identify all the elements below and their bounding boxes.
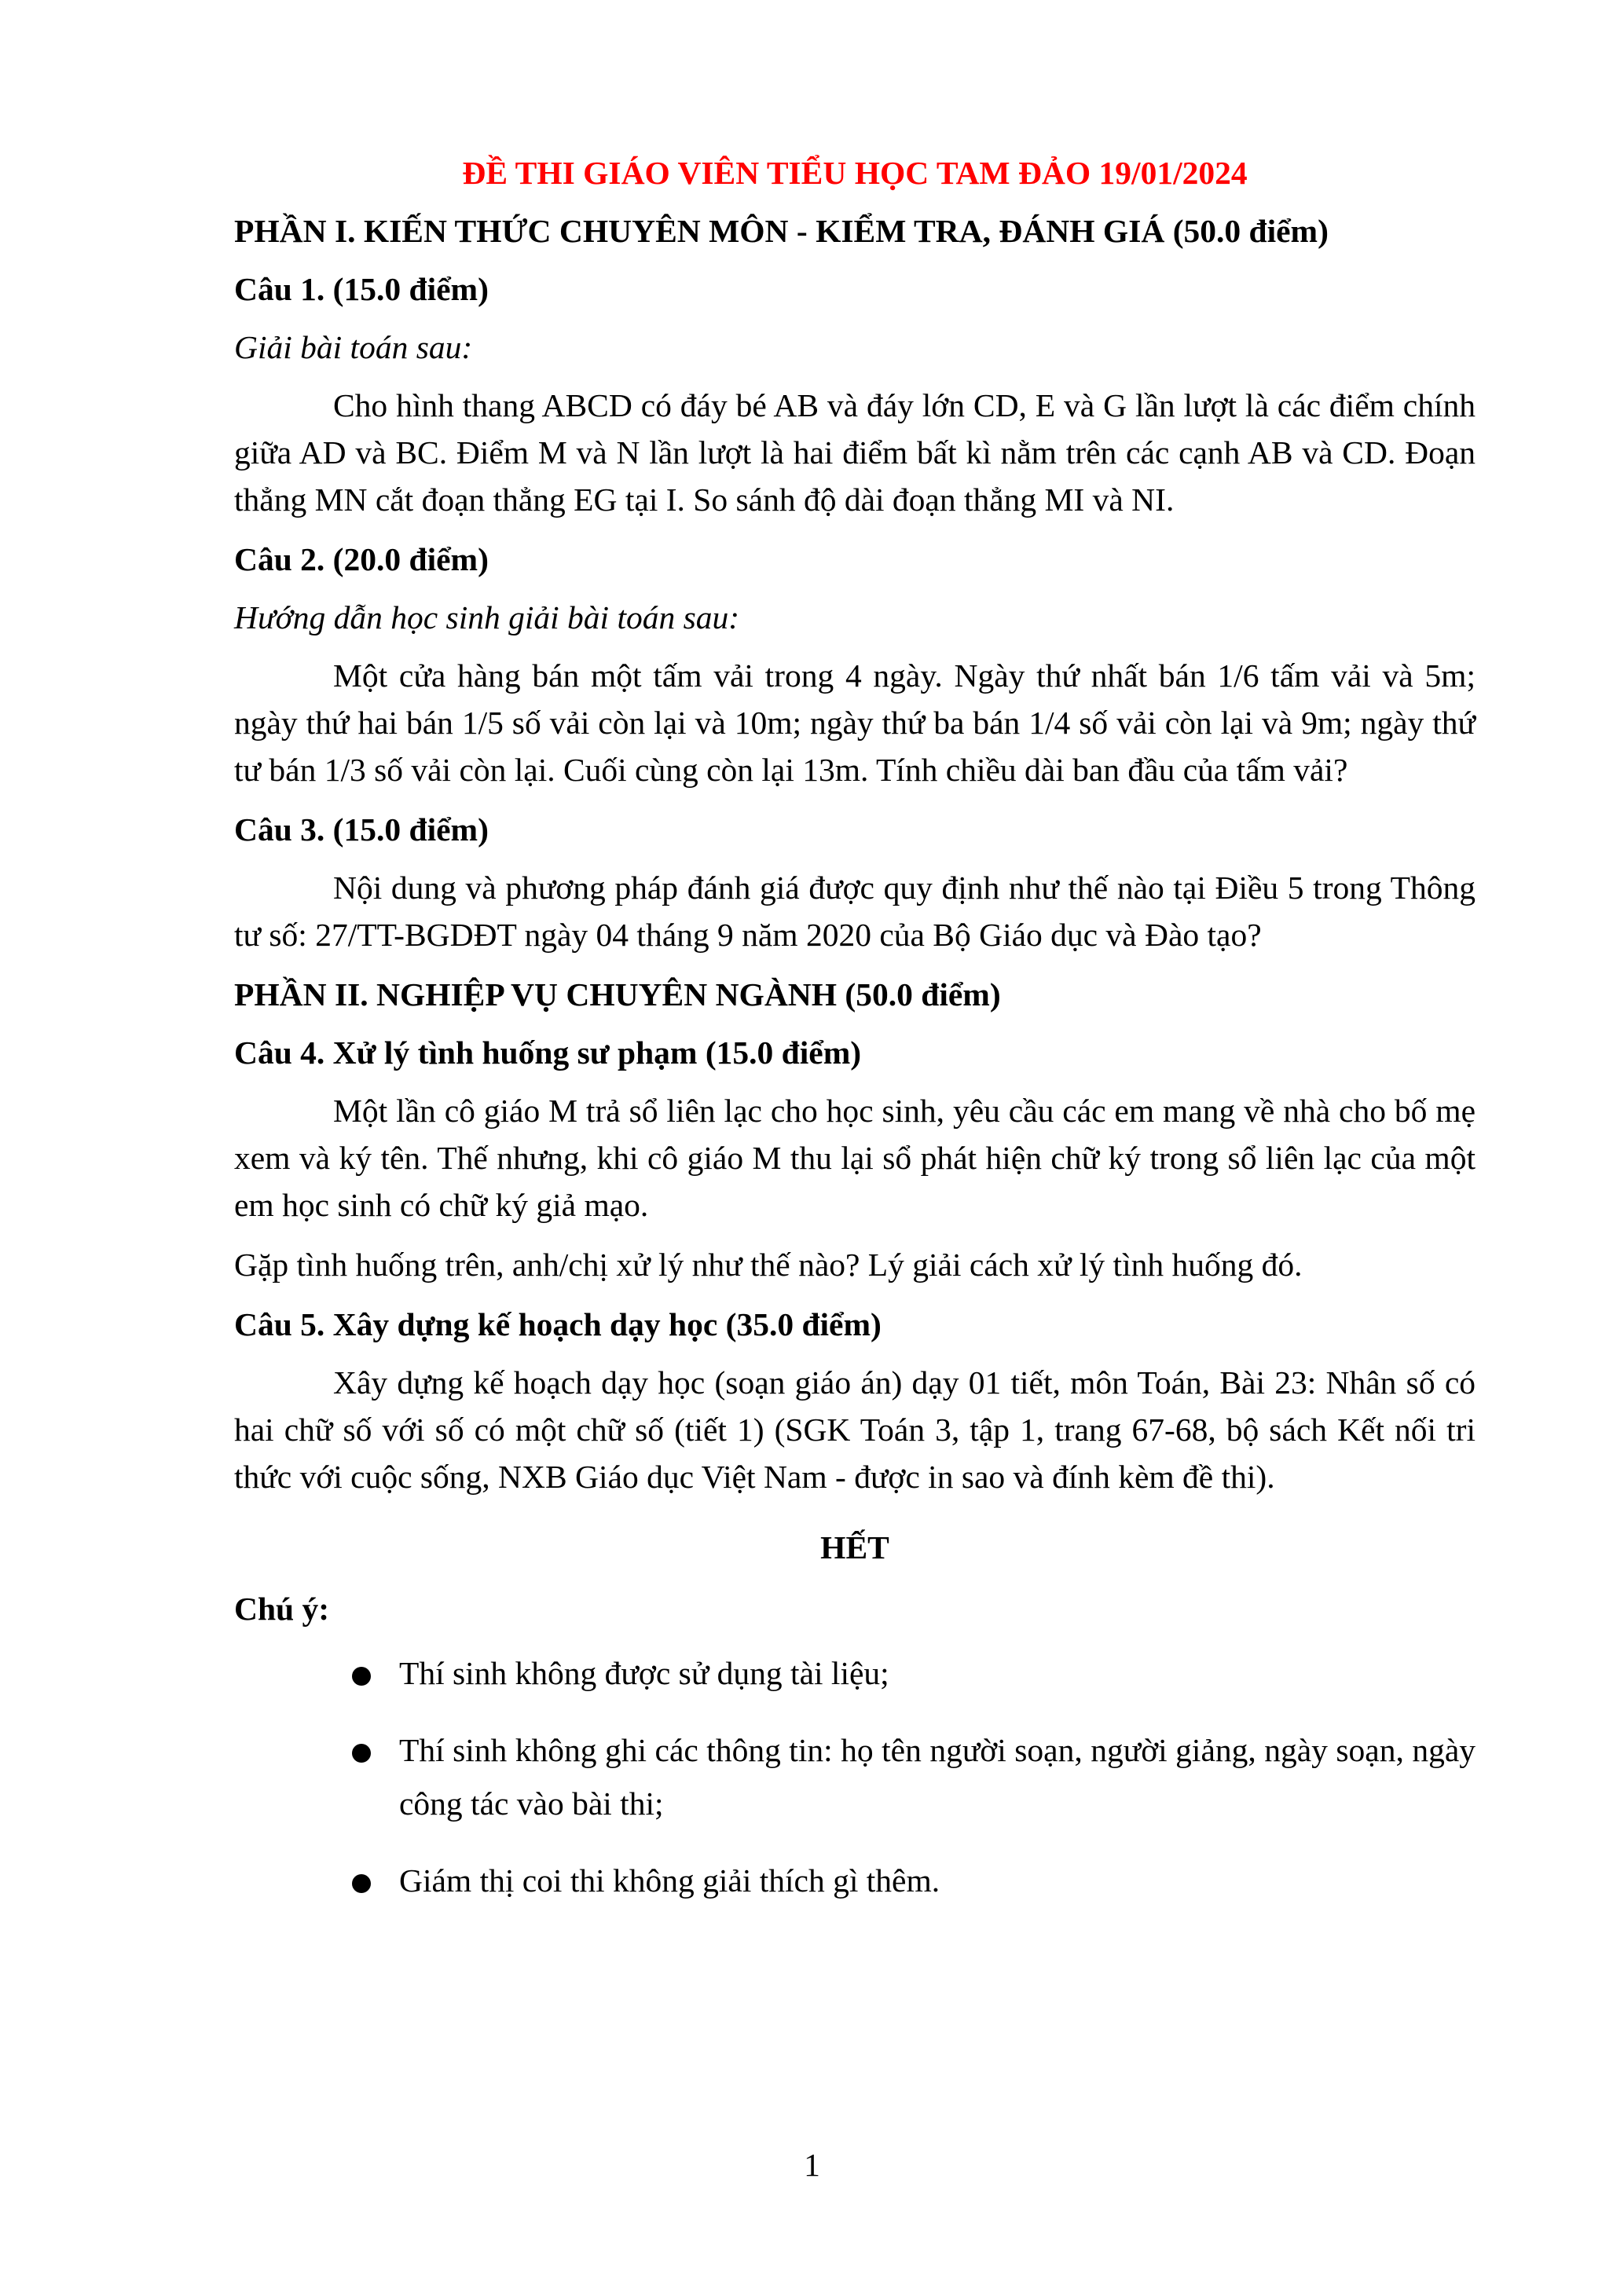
question-1-heading: Câu 1. (15.0 điểm)	[234, 271, 489, 307]
notes-heading: Chú ý:	[234, 1591, 330, 1627]
note-text: Thí sinh không được sử dụng tài liệu;	[399, 1655, 889, 1691]
question-2-text: Một cửa hàng bán một tấm vải trong 4 ngày. Ngày thứ nhất bán 1/6 tấm vải và 5m; ngày thứ hai bán 1/5 số vải còn lại và 10m; ngày thứ ba bán 1/4 số vải còn lại và 9m; ngày thứ tư bán 1/3 số vải còn lại. Cuối cùng còn lại 13m. Tính chiều dài ban đầu của tấm vải?	[234, 657, 1476, 788]
bullet-dot-icon	[352, 1874, 371, 1893]
notes-list-item	[399, 1646, 1476, 1700]
notes-list-item	[399, 1723, 1476, 1830]
part-1-heading: PHẦN I. KIẾN THỨC CHUYÊN MÔN - KIỂM TRA, ĐÁNH GIÁ (50.0 điểm)	[234, 213, 1329, 249]
exam-title: ĐỀ THI GIÁO VIÊN TIỂU HỌC TAM ĐẢO 19/01/2024	[462, 155, 1248, 191]
bullet-dot-icon	[352, 1667, 371, 1686]
question-3-heading: Câu 3. (15.0 điểm)	[234, 811, 489, 848]
question-4-question: Gặp tình huống trên, anh/chị xử lý như thế nào? Lý giải cách xử lý tình huống đó.	[234, 1247, 1303, 1283]
notes-list-item	[399, 1854, 1476, 1907]
question-5-text: Xây dựng kế hoạch dạy học (soạn giáo án) dạy 01 tiết, môn Toán, Bài 23: Nhân số có hai chữ số với số có một chữ số (tiết 1) (SGK Toán 3, tập 1, trang 67-68, bộ sách Kết nối tri thức với cuộc sống, NXB Giáo dục Việt Nam - được in sao và đính kèm đề thi).	[234, 1364, 1476, 1495]
page-number: 1	[804, 2147, 820, 2183]
bullet-dot-icon	[352, 1744, 371, 1763]
end-marker: HẾT	[820, 1529, 889, 1565]
question-4-text: Một lần cô giáo M trả sổ liên lạc cho học sinh, yêu cầu các em mang về nhà cho bố mẹ xem và ký tên. Thế nhưng, khi cô giáo M thu lại sổ phát hiện chữ ký trong sổ liên lạc của một em học sinh có chữ ký giả mạo.	[234, 1093, 1476, 1223]
part-2-heading: PHẦN II. NGHIỆP VỤ CHUYÊN NGÀNH (50.0 điểm)	[234, 976, 1001, 1013]
exam-page	[234, 149, 1476, 1931]
question-3-text: Nội dung và phương pháp đánh giá được quy định như thế nào tại Điều 5 trong Thông tư số: 27/TT-BGDĐT ngày 04 tháng 9 năm 2020 của Bộ Giáo dục và Đào tạo?	[234, 870, 1476, 953]
note-text: Thí sinh không ghi các thông tin: họ tên người soạn, người giảng, ngày soạn, ngày công tác vào bài thi;	[399, 1732, 1476, 1822]
question-5-heading: Câu 5. Xây dựng kế hoạch dạy học (35.0 điểm)	[234, 1306, 882, 1342]
note-text: Giám thị coi thi không giải thích gì thêm.	[399, 1862, 940, 1899]
notes-list	[234, 1646, 1476, 1907]
question-1-instruction: Giải bài toán sau:	[234, 329, 473, 365]
question-4-heading: Câu 4. Xử lý tình huống sư phạm (15.0 điểm)	[234, 1034, 862, 1071]
question-2-heading: Câu 2. (20.0 điểm)	[234, 541, 489, 577]
question-1-text: Cho hình thang ABCD có đáy bé AB và đáy lớn CD, E và G lần lượt là các điểm chính giữa AD và BC. Điểm M và N lần lượt là hai điểm bất kì nằm trên các cạnh AB và CD. Đoạn thẳng MN cắt đoạn thẳng EG tại I. So sánh độ dài đoạn thẳng MI và NI.	[234, 387, 1476, 518]
question-2-instruction: Hướng dẫn học sinh giải bài toán sau:	[234, 599, 740, 635]
